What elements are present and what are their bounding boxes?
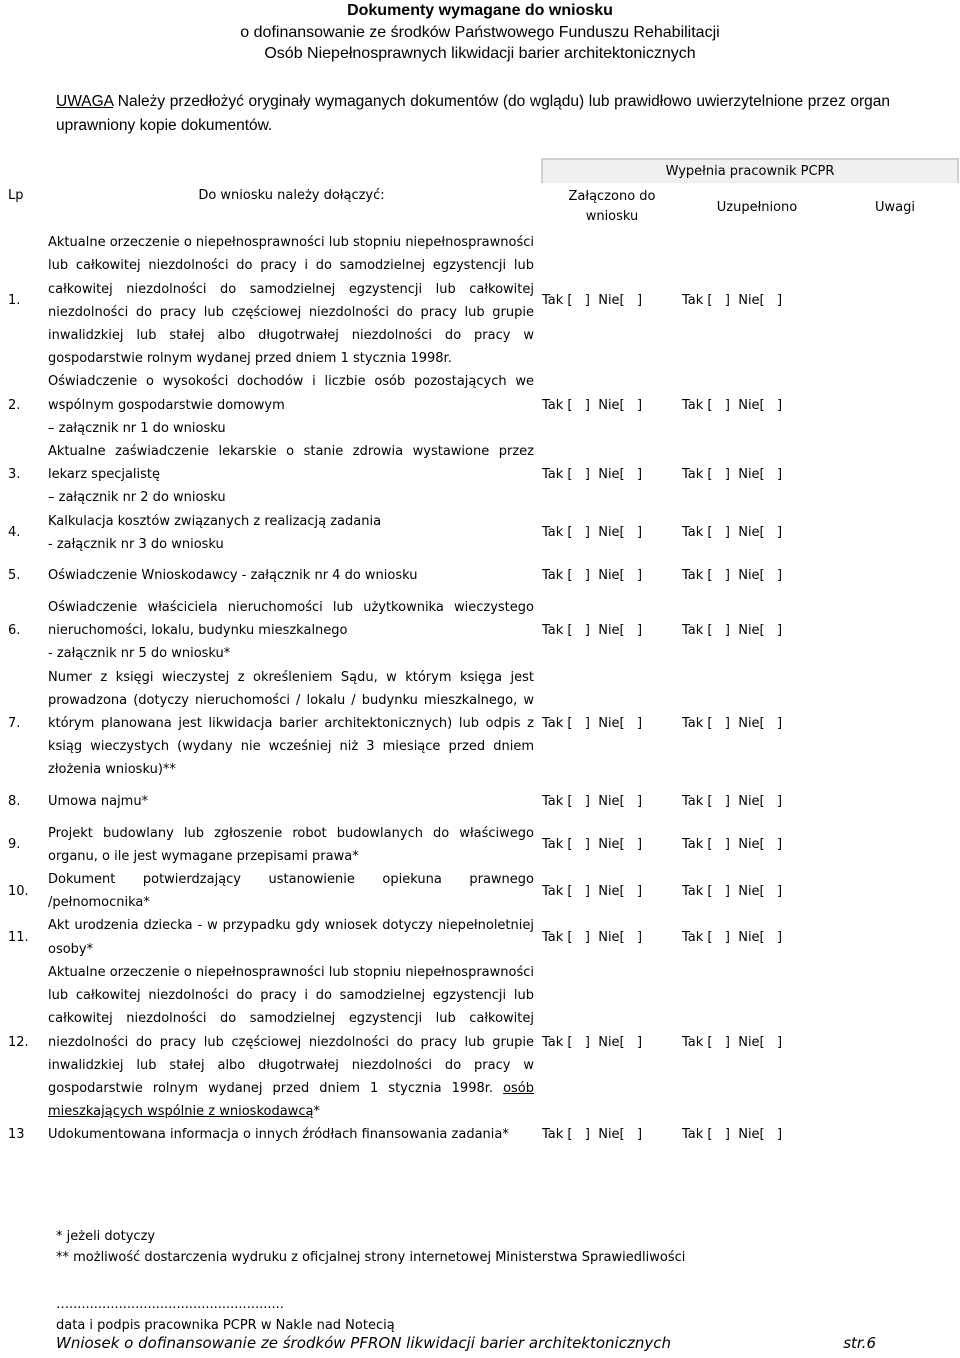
completed-checkbox-field[interactable]: Tak [ ] Nie[ ] [682,794,783,810]
attached-checkbox-field[interactable]: Tak [ ] Nie[ ] [542,293,643,309]
notes-cell[interactable] [832,231,958,370]
attached-checkbox-field[interactable]: Tak [ ] Nie[ ] [542,467,643,483]
row-description: Projekt budowlany lub zgłoszenie robot budowlanych do właściwego organu, o ile jest wymagane przepisami prawa* [48,825,534,864]
col-notes-header: Uwagi [875,199,915,215]
footnote-1: * jeżeli dotyczy [56,1229,156,1244]
row-attachment-ref: - załącznik nr 3 do wniosku [48,536,224,552]
table-row [2,556,958,596]
notice-label: UWAGA [56,93,114,110]
row-attachment-ref: - załącznik nr 5 do wniosku* [48,646,231,662]
completed-checkbox-field[interactable]: Tak [ ] Nie[ ] [682,837,783,853]
signature-block [56,1294,395,1336]
row-description-asterisk: * [313,1104,320,1120]
row-description-main: Aktualne orzeczenie o niepełnosprawności lub stopniu niepełnosprawności lub całkowitej niezdolności do pracy i do samodzielnej egzystencji lub całkowitej niezdolności do samodzielnej egzystencji lub całkowitej niezdolności do pracy lub częściowej niezdolności do pracy lub grupie inwalidzkiej lub stałej albo długotrwałej niezdolności do pracy w gospodarstwie rolnym wydanej przed dniem 1 stycznia 1998r. [48,964,534,1096]
notes-cell[interactable] [832,868,958,914]
row-number: 11. [8,930,29,946]
notes-cell[interactable] [832,510,958,556]
completed-checkbox-field[interactable]: Tak [ ] Nie[ ] [682,1034,783,1050]
row-description [42,961,542,1123]
attached-checkbox-field[interactable]: Tak [ ] Nie[ ] [542,525,643,541]
notice [56,90,890,138]
row-description: Aktualne orzeczenie o niepełnosprawności lub stopniu niepełnosprawności lub całkowitej niezdolności do pracy i do samodzielnej egzystencji lub całkowitej niezdolności do samodzielnej egzystencji lub całkowitej niezdolności do pracy lub częściowej niezdolności do pracy lub grupie inwalidzkiej lub stałej albo długotrwałej niezdolności do pracy w gospodarstwie rolnym wydanej przed dniem 1 stycznia 1998r. [48,235,534,367]
completed-checkbox-field[interactable]: Tak [ ] Nie[ ] [682,883,783,899]
notes-cell[interactable] [832,914,958,960]
notes-cell[interactable] [832,1123,958,1146]
table-row [2,231,958,370]
row-number: 10. [8,883,29,899]
attached-checkbox-field[interactable]: Tak [ ] Nie[ ] [542,930,643,946]
attached-checkbox-field[interactable]: Tak [ ] Nie[ ] [542,883,643,899]
attached-checkbox-field[interactable]: Tak [ ] Nie[ ] [542,1034,643,1050]
notes-cell[interactable] [832,556,958,596]
signature-line[interactable]: ….................................................... [56,1297,284,1312]
notes-cell[interactable] [832,961,958,1123]
row-number: 1. [8,293,21,309]
row-description-main: Oświadczenie właściciela nieruchomości lub użytkownika wieczystego nieruchomości, lokalu, budynku mieszkalnego [48,600,534,639]
document-title: Dokumenty wymagane do wniosku [347,2,613,19]
col-desc-header: Do wniosku należy dołączyć: [198,187,385,203]
documents-table [2,158,959,1147]
row-description: Dokument potwierdzający ustanowienie opiekuna prawnego /pełnomocnika* [48,872,534,911]
document-subtitle-2: Osób Niepełnosprawnych likwidacji barier architektonicznych [264,45,696,62]
page-number: str.6 [843,1334,876,1352]
col-attached-label: Załączono do wniosku [568,189,656,225]
completed-checkbox-field[interactable]: Tak [ ] Nie[ ] [682,930,783,946]
row-description-underlined: osób mieszkających wspólnie z wnioskodawcą [48,1080,534,1120]
row-number: 8. [8,794,21,810]
completed-checkbox-field[interactable]: Tak [ ] Nie[ ] [682,623,783,639]
completed-checkbox-field[interactable]: Tak [ ] Nie[ ] [682,397,783,413]
row-attachment-ref: – załącznik nr 2 do wniosku [48,490,226,506]
table-row [2,961,958,1123]
row-description: Numer z księgi wieczystej z określeniem Sądu, w którym księga jest prowadzona (dotyczy nieruchomości / lokalu / budynku mieszkalnego, w którym planowana jest likwidacja barier architektonicznych) lub odpis z ksiąg wieczystych (wydany nie wcześniej niż 3 miesiące przed dniem złożenia wniosku)** [48,669,534,778]
table-row [2,782,958,822]
notes-cell[interactable] [832,822,958,868]
table-row [2,914,958,960]
completed-checkbox-field[interactable]: Tak [ ] Nie[ ] [682,467,783,483]
row-number: 2. [8,397,21,413]
document-header [0,0,960,65]
notes-cell[interactable] [832,440,958,510]
staff-group-header: Wypełnia pracownik PCPR [542,159,958,183]
table-row [2,1123,958,1146]
attached-checkbox-field[interactable]: Tak [ ] Nie[ ] [542,1127,643,1143]
completed-checkbox-field[interactable]: Tak [ ] Nie[ ] [682,525,783,541]
row-number: 13 [8,1127,25,1143]
completed-checkbox-field[interactable]: Tak [ ] Nie[ ] [682,716,783,732]
row-description [42,440,542,510]
col-attached-header [542,183,682,231]
row-number: 12. [8,1034,29,1050]
row-description: Akt urodzenia dziecka - w przypadku gdy wniosek dotyczy niepełnoletniej osoby* [48,918,534,957]
row-description: Umowa najmu* [48,794,149,810]
completed-checkbox-field[interactable]: Tak [ ] Nie[ ] [682,293,783,309]
footnote-2: ** możliwość dostarczenia wydruku z oficjalnej strony internetowej Ministerstwa Sprawiedliwości [56,1250,686,1265]
page-footer [56,1334,876,1352]
completed-checkbox-field[interactable]: Tak [ ] Nie[ ] [682,1127,783,1143]
row-description [42,510,542,556]
col-completed-header: Uzupełniono [716,199,798,215]
footnotes [56,1226,685,1268]
row-description-main: Oświadczenie o wysokości dochodów i liczbie osób pozostających we wspólnym gospodarstwie domowym [48,374,534,413]
row-number: 4. [8,525,21,541]
table-row [2,370,958,440]
row-description: Udokumentowana informacja o innych źródłach finansowania zadania* [48,1127,509,1143]
attached-checkbox-field[interactable]: Tak [ ] Nie[ ] [542,837,643,853]
row-description-main: Aktualne zaświadczenie lekarskie o stanie zdrowia wystawione przez lekarz specjalistę [48,444,534,483]
footer-title: Wniosek o dofinansowanie ze środków PFRON likwidacji barier architektonicznych [56,1334,671,1352]
attached-checkbox-field[interactable]: Tak [ ] Nie[ ] [542,794,643,810]
table-row [2,666,958,782]
row-number: 7. [8,716,21,732]
signature-caption: data i podpis pracownika PCPR w Nakle nad Notecią [56,1318,395,1333]
notice-text: Należy przedłożyć oryginały wymaganych dokumentów (do wglądu) lub prawidłowo uwierzytelnione przez organ uprawniony kopie dokumentów. [56,93,890,134]
completed-checkbox-field[interactable]: Tak [ ] Nie[ ] [682,568,783,584]
row-number: 5. [8,568,21,584]
attached-checkbox-field[interactable]: Tak [ ] Nie[ ] [542,568,643,584]
document-subtitle-1: o dofinansowanie ze środków Państwowego Funduszu Rehabilitacji [240,23,720,41]
attached-checkbox-field[interactable]: Tak [ ] Nie[ ] [542,623,643,639]
table-row [2,510,958,556]
table-row [2,868,958,914]
notes-cell[interactable] [832,666,958,782]
notes-cell[interactable] [832,782,958,822]
row-description: Oświadczenie Wnioskodawcy - załącznik nr 4 do wniosku [48,568,418,584]
notes-cell[interactable] [832,596,958,666]
row-description-main: Kalkulacja kosztów związanych z realizacją zadania [48,513,382,529]
table-row [2,440,958,510]
row-number: 9. [8,837,21,853]
table-row [2,596,958,666]
row-description [42,370,542,440]
row-number: 6. [8,623,21,639]
col-lp-header: Lp [8,187,24,203]
row-description [42,596,542,666]
row-number: 3. [8,467,21,483]
row-attachment-ref: – załącznik nr 1 do wniosku [48,420,226,436]
attached-checkbox-field[interactable]: Tak [ ] Nie[ ] [542,716,643,732]
table-row [2,822,958,868]
notes-cell[interactable] [832,370,958,440]
attached-checkbox-field[interactable]: Tak [ ] Nie[ ] [542,397,643,413]
